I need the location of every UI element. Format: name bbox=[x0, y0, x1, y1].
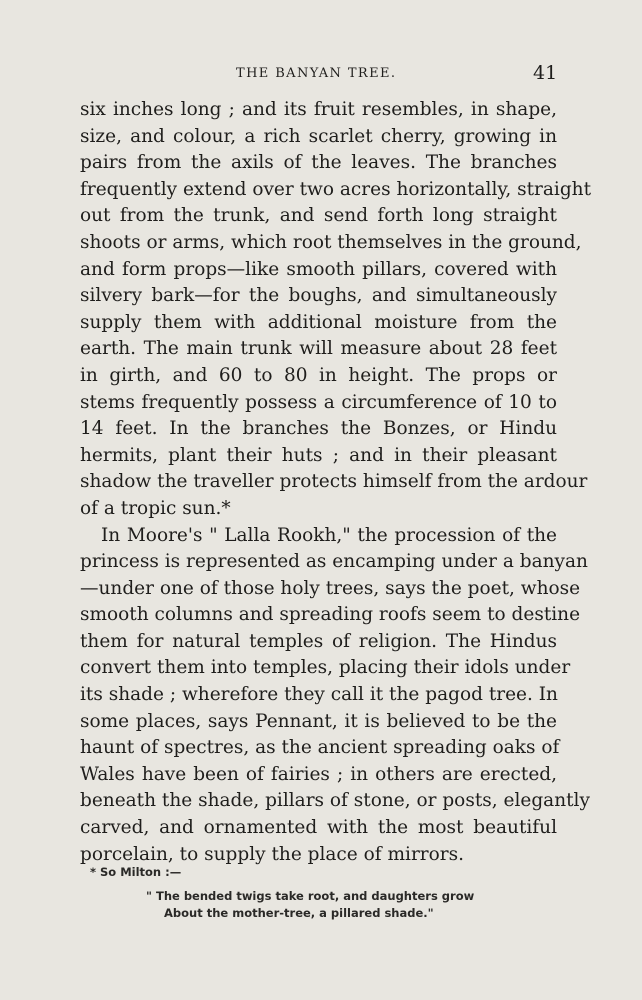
text-line: size, and colour, a rich scarlet cherry, growing in bbox=[80, 125, 557, 147]
text-line: earth. The main trunk will measure about 28 feet bbox=[80, 338, 557, 360]
footnote-quote-line: About the mother-tree, a pillared shade." bbox=[164, 906, 434, 920]
page-number: 41 bbox=[533, 62, 558, 84]
paragraph-end-line: of a tropic sun.* bbox=[80, 497, 231, 519]
text-line: haunt of spectres, as the ancient spreading oaks of bbox=[80, 737, 560, 759]
paragraph-end-line: porcelain, to supply the place of mirrors. bbox=[80, 843, 464, 865]
text-line: 14 feet. In the branches the Bonzes, or Hindu bbox=[80, 418, 557, 440]
text-line: princess is represented as encamping under a banyan bbox=[80, 551, 588, 573]
text-line: hermits, plant their huts ; and in their pleasant bbox=[80, 444, 557, 466]
text-line: stems frequently possess a circumference of 10 to bbox=[80, 391, 557, 413]
text-line: frequently extend over two acres horizontally, straight bbox=[80, 178, 592, 200]
text-line: out from the trunk, and send forth long straight bbox=[80, 205, 557, 227]
text-line: its shade ; wherefore they call it the pagod tree. In bbox=[80, 684, 558, 706]
text-line: shadow the traveller protects himself from the ardour bbox=[80, 471, 588, 493]
text-line: shoots or arms, which root themselves in the ground, bbox=[80, 231, 582, 253]
text-line: supply them with additional moisture from the bbox=[80, 311, 557, 333]
text-line: pairs from the axils of the leaves. The branches bbox=[80, 152, 557, 174]
footnote-intro: * So Milton :— bbox=[90, 865, 182, 879]
text-line: smooth columns and spreading roofs seem to destine bbox=[80, 604, 581, 626]
text-line: in girth, and 60 to 80 in height. The props or bbox=[80, 364, 557, 386]
text-line: convert them into temples, placing their idols under bbox=[80, 657, 571, 679]
footnote bbox=[90, 862, 550, 922]
text-line: —under one of those holy trees, says the poet, whose bbox=[80, 577, 581, 599]
text-line: them for natural temples of religion. The Hindus bbox=[80, 630, 557, 652]
running-title: THE BANYAN TREE. bbox=[236, 66, 397, 81]
text-line: beneath the shade, pillars of stone, or posts, elegantly bbox=[80, 790, 590, 812]
text-line: six inches long ; and its fruit resembles, in shape, bbox=[80, 99, 557, 120]
paragraph-start-line: In Moore's " Lalla Rookh," the procession of the bbox=[101, 524, 557, 546]
running-head bbox=[0, 62, 642, 86]
text-line: and form props—like smooth pillars, covered with bbox=[80, 258, 557, 280]
text-line: silvery bark—for the boughs, and simultaneously bbox=[80, 285, 557, 307]
text-line: carved, and ornamented with the most beautiful bbox=[80, 817, 557, 839]
footnote-quote-line: " The bended twigs take root, and daughters grow bbox=[146, 889, 475, 903]
body-text bbox=[80, 97, 592, 868]
text-line: some places, says Pennant, it is believed to be the bbox=[80, 710, 557, 732]
text-line: Wales have been of fairies ; in others are erected, bbox=[80, 763, 557, 785]
